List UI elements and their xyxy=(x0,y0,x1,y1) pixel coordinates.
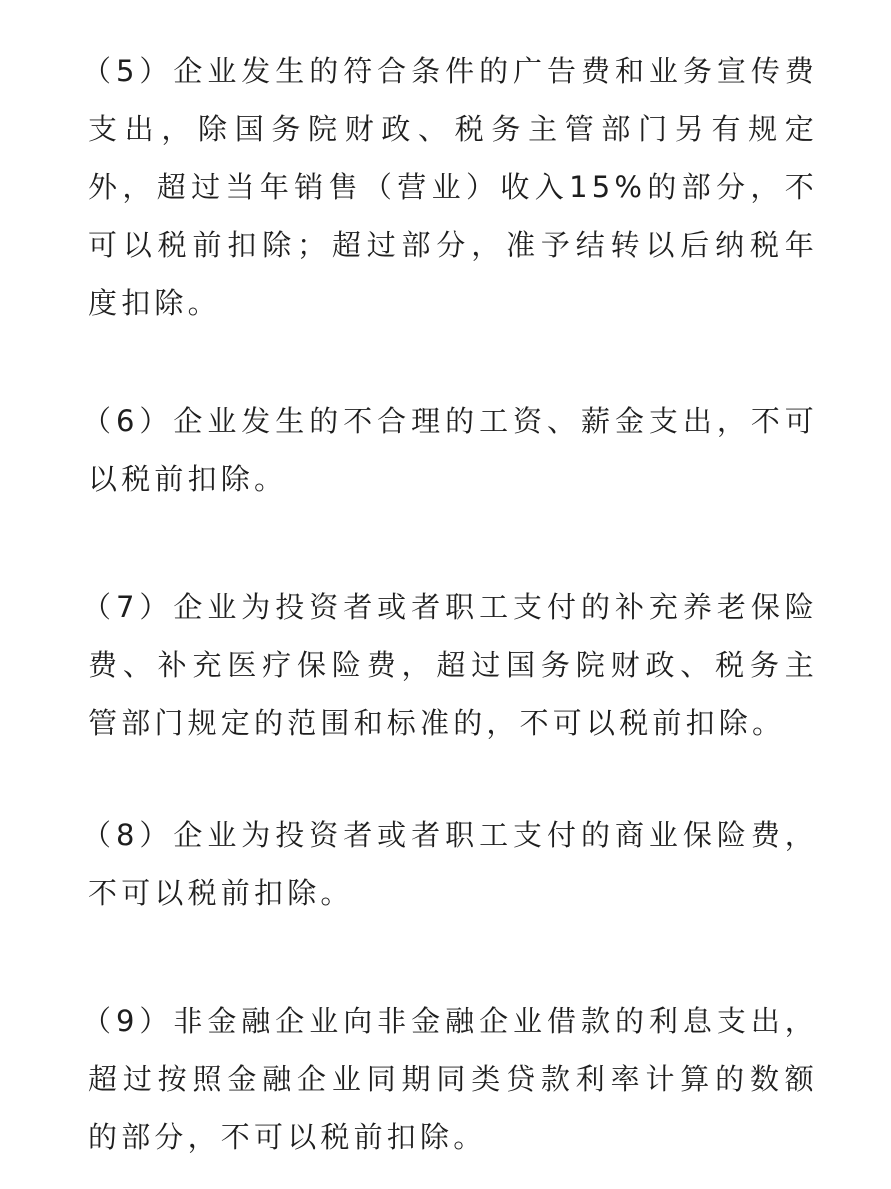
item-number: （8） xyxy=(82,818,174,852)
paragraph-item-7 xyxy=(82,578,818,752)
item-text: 企业为投资者或者职工支付的商业保险费，不可以税前扣除。 xyxy=(88,818,818,910)
item-text: 非金融企业向非金融企业借款的利息支出，超过按照金融企业同期同类贷款利率计算的数额的部分，不可以税前扣除。 xyxy=(88,1004,818,1154)
item-number: （9） xyxy=(82,1004,174,1038)
item-text: 企业发生的不合理的工资、薪金支出，不可以税前扣除。 xyxy=(88,404,818,496)
paragraph-item-6 xyxy=(82,392,818,508)
paragraph-item-8 xyxy=(82,806,818,922)
item-text: 企业发生的符合条件的广告费和业务宣传费支出，除国务院财政、税务主管部门另有规定外，超过当年销售（营业）收入15%的部分，不可以税前扣除；超过部分，准予结转以后纳税年度扣除。 xyxy=(88,54,818,320)
item-number: （5） xyxy=(82,54,174,88)
item-number: （7） xyxy=(82,590,174,624)
item-number: （6） xyxy=(82,404,174,438)
paragraph-item-9 xyxy=(82,992,818,1166)
item-text: 企业为投资者或者职工支付的补充养老保险费、补充医疗保险费，超过国务院财政、税务主管部门规定的范围和标准的，不可以税前扣除。 xyxy=(88,590,818,740)
paragraph-item-5 xyxy=(82,42,818,332)
